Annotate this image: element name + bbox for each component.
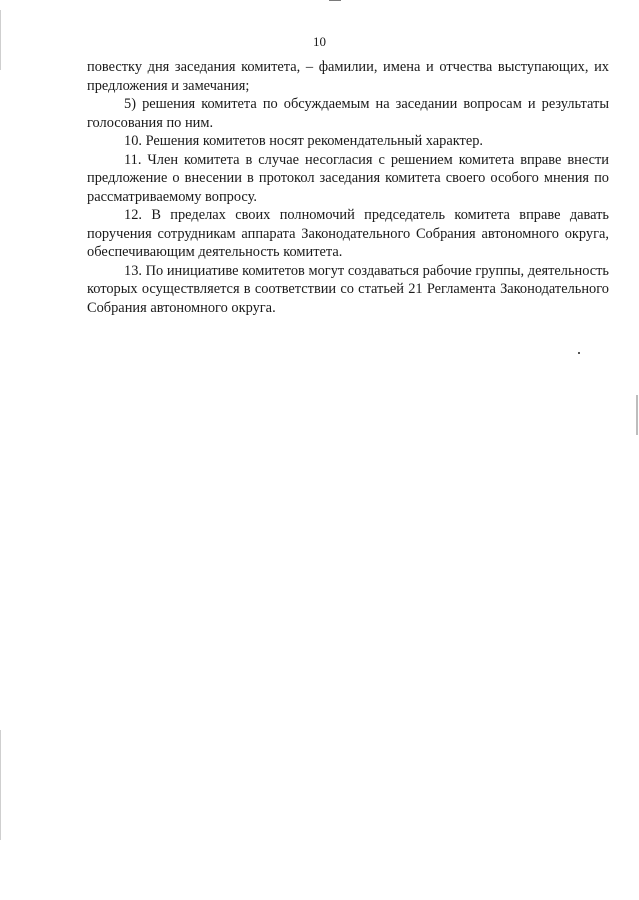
paragraph-item-5: 5) решения комитета по обсуждаемым на заседании вопросам и результаты голосования по ним. bbox=[87, 96, 609, 131]
paragraph-continuation: повестку дня заседания комитета, – фамилии, имена и отчества выступающих, их предложения и замечания; bbox=[87, 59, 609, 94]
paragraph-10: 10. Решения комитетов носят рекомендательный характер. bbox=[124, 133, 484, 149]
paragraph-12: 12. В пределах своих полномочий председатель комитета вправе давать поручения сотрудникам аппарата Законодательного Собрания автономного округа, обеспечивающим деятельность комитета. bbox=[87, 207, 609, 260]
scan-artifact bbox=[0, 730, 1, 840]
page-number: 10 bbox=[313, 34, 326, 49]
scan-artifact bbox=[329, 0, 341, 1]
paragraph-13: 13. По инициативе комитетов могут создаваться рабочие группы, деятельность которых осуществляется в соответствии со статьей 21 Регламента Законодательного Собрания автономного округа. bbox=[87, 262, 609, 316]
paragraph-11: 11. Член комитета в случае несогласия с решением комитета вправе внести предложение о внесении в протокол заседания комитета своего особого мнения по рассматриваемому вопросу. bbox=[87, 151, 609, 205]
scan-artifact bbox=[578, 352, 580, 354]
scan-artifact bbox=[636, 395, 638, 435]
document-body bbox=[87, 58, 609, 317]
